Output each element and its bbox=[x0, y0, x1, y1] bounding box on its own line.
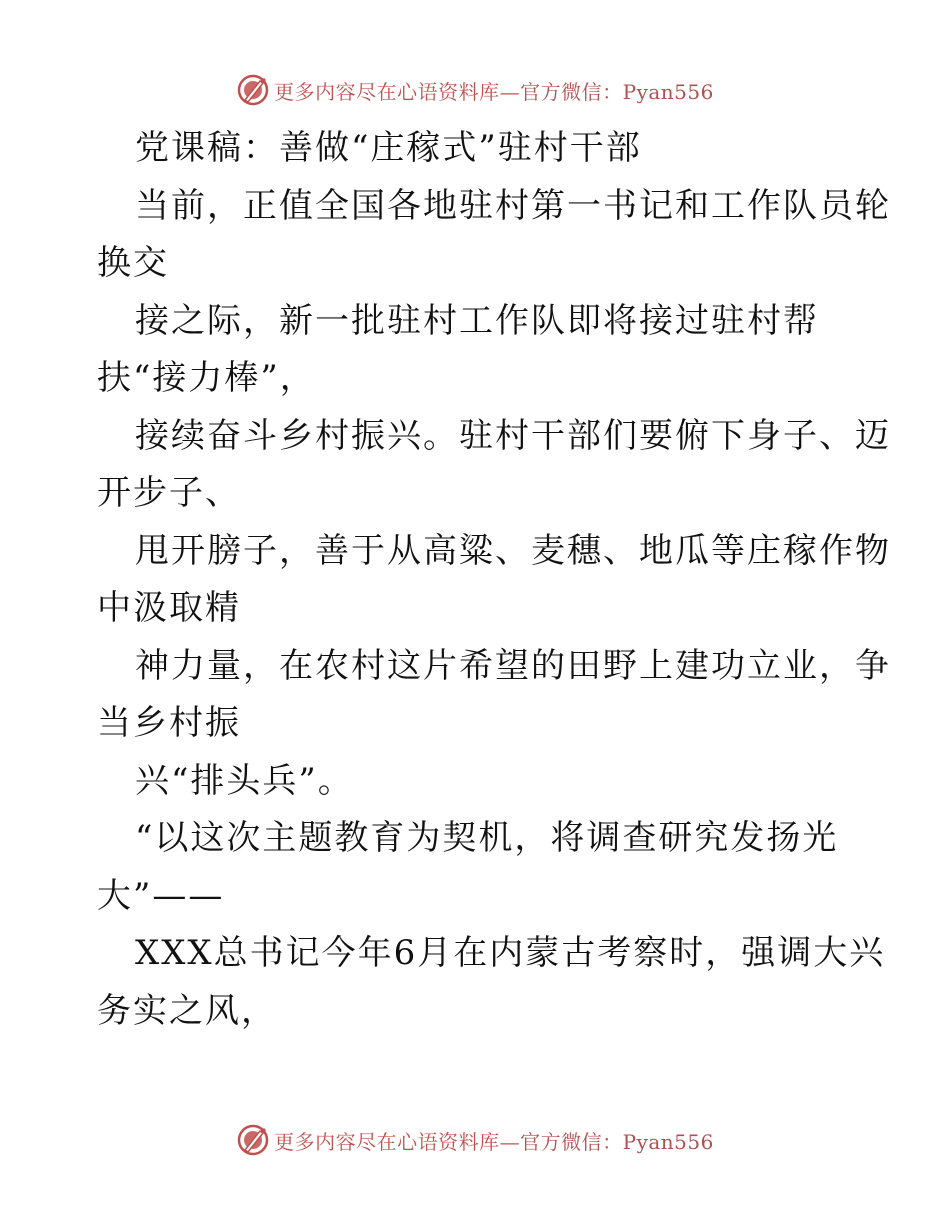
paragraph-line: 当前，正值全国各地驻村第一书记和工作队员轮 bbox=[135, 185, 891, 226]
header-banner-wechat-id: Pyan556 bbox=[622, 79, 714, 104]
paragraph-line: 当乡村振 bbox=[97, 703, 241, 743]
footer-banner-title: 更多内容尽在心语资料库 bbox=[274, 1129, 500, 1154]
paragraph-line: 扶“接力棒”， bbox=[97, 358, 316, 398]
footer-banner-separator: — bbox=[499, 1129, 521, 1154]
paragraph-line: 神力量，在农村这片希望的田野上建功立业，争 bbox=[135, 645, 891, 686]
header-banner-wechat-label: 官方微信： bbox=[520, 79, 623, 104]
paragraph-line: 接之际，新一批驻村工作队即将接过驻村帮 bbox=[135, 300, 819, 341]
pen-seal-logo-icon bbox=[236, 1123, 270, 1157]
paragraph-line: 开步子、 bbox=[97, 473, 241, 513]
header-banner-title: 更多内容尽在心语资料库 bbox=[274, 79, 500, 104]
document-title: 党课稿：善做“庄稼式”驻村干部 bbox=[135, 128, 642, 168]
paragraph-line: 务实之风， bbox=[97, 990, 277, 1031]
paragraph-line: 甩开膀子，善于从高粱、麦穗、地瓜等庄稼作物 bbox=[135, 530, 891, 571]
header-watermark-banner bbox=[0, 70, 950, 110]
header-banner-text bbox=[274, 76, 714, 105]
document-body bbox=[97, 120, 891, 1040]
footer-banner-wechat-label: 官方微信： bbox=[520, 1129, 623, 1154]
footer-watermark-banner bbox=[0, 1120, 950, 1160]
paragraph-line: 换交 bbox=[97, 243, 169, 283]
paragraph-line: “以这次主题教育为契机，将调查研究发扬光 bbox=[135, 818, 839, 858]
footer-banner-wechat-id: Pyan556 bbox=[622, 1129, 714, 1154]
paragraph-line: 中汲取精 bbox=[97, 588, 241, 628]
footer-banner-text bbox=[274, 1126, 714, 1155]
pen-seal-logo-icon bbox=[236, 73, 270, 107]
header-banner-separator: — bbox=[499, 79, 521, 104]
paragraph-line: 兴“排头兵”。 bbox=[135, 760, 354, 801]
paragraph-line: 接续奋斗乡村振兴。驻村干部们要俯下身子、迈 bbox=[135, 415, 891, 456]
paragraph-line: 大”—— bbox=[97, 875, 225, 916]
paragraph-line: XXX总书记今年6月在内蒙古考察时，强调大兴 bbox=[135, 933, 886, 973]
